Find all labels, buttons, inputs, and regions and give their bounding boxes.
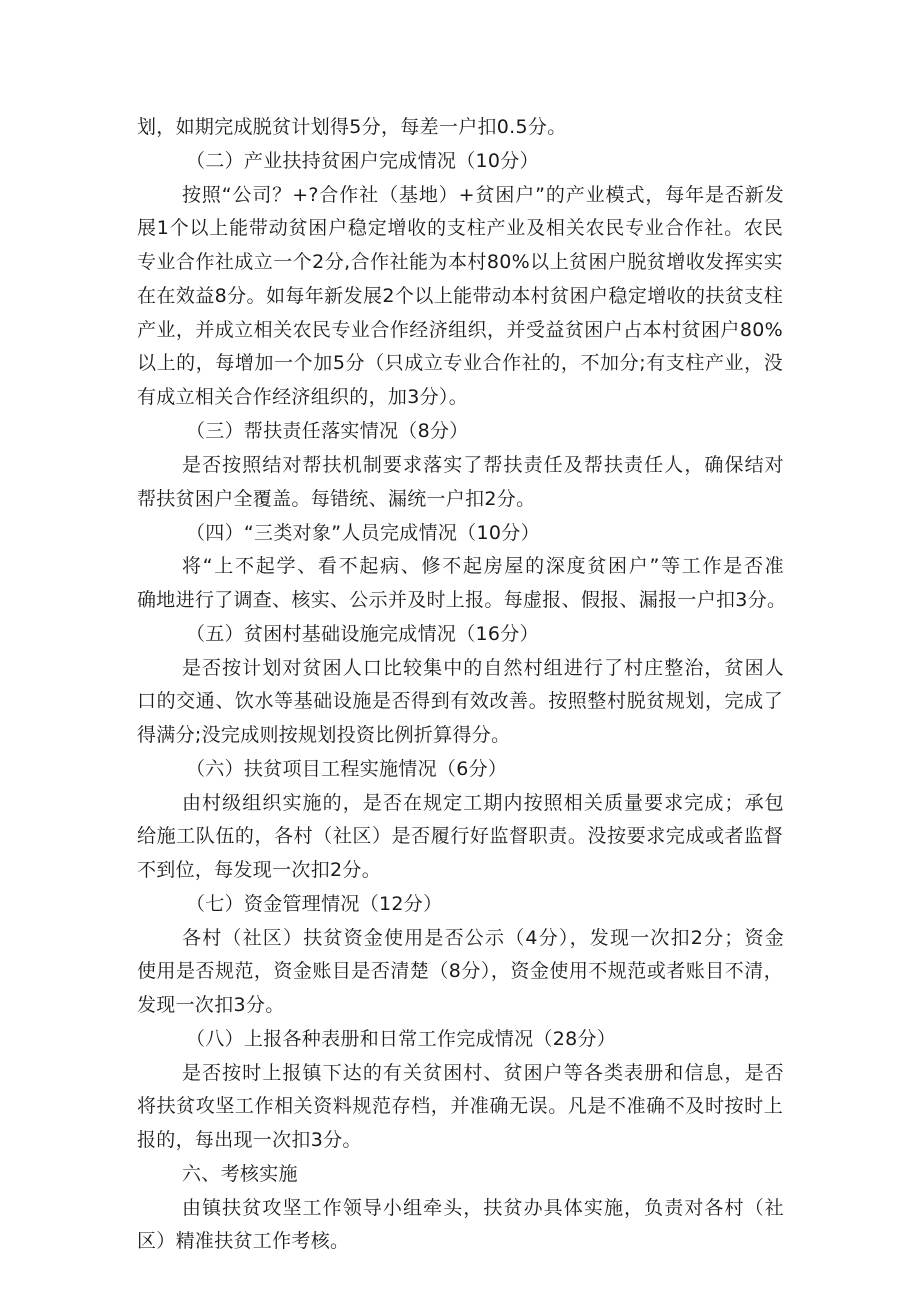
paragraph-line: 是否按照结对帮扶机制要求落实了帮扶责任及帮扶责任人，确保结对 xyxy=(182,454,784,476)
paragraph-line: 按照“公司？+?合作社（基地）+贫困户”的产业模式，每年是否新发 xyxy=(182,184,784,206)
paragraph-line: 使用是否规范，资金账目是否清楚（8分），资金使用不规范或者账目不清， xyxy=(137,960,783,982)
paragraph-line: 有成立相关合作经济组织的，加3分）。 xyxy=(137,386,468,408)
paragraph-line: 产业，并成立相关农民专业合作经济组织，并受益贫困户占本村贫困户80% xyxy=(137,319,783,341)
paragraph-line: 是否按计划对贫困人口比较集中的自然村组进行了村庄整治，贫困人 xyxy=(182,657,784,679)
paragraph-line: 由镇扶贫攻坚工作领导小组牵头，扶贫办具体实施，负责对各村（社 xyxy=(182,1197,784,1219)
section-heading: （六）扶贫项目工程实施情况（6分） xyxy=(186,758,508,780)
section-heading: （二）产业扶持贫困户完成情况（10分） xyxy=(186,150,539,172)
paragraph-line: 给施工队伍的，各村（社区）是否履行好监督职责。没按要求完成或者监督 xyxy=(137,825,783,847)
paragraph-line: 以上的，每增加一个加5分（只成立专业合作社的，不加分;有支柱产业，没 xyxy=(137,352,783,374)
section-heading: （八）上报各种表册和日常工作完成情况（28分） xyxy=(186,1028,617,1050)
paragraph-line: 划，如期完成脱贫计划得5分，每差一户扣0.5分。 xyxy=(137,116,567,138)
paragraph-line: 专业合作社成立一个2分,合作社能为本村80%以上贫困户脱贫增收发挥实实 xyxy=(137,251,783,273)
paragraph-line: 得满分;没完成则按规划投资比例折算得分。 xyxy=(137,724,511,746)
paragraph-line: 由村级组织实施的，是否在规定工期内按照相关质量要求完成；承包 xyxy=(182,792,784,814)
section-heading: 六、考核实施 xyxy=(182,1163,298,1185)
paragraph-line: 口的交通、饮水等基础设施是否得到有效改善。按照整村脱贫规划，完成了 xyxy=(137,690,783,712)
paragraph-line: 将“上不起学、看不起病、修不起房屋的深度贫困户”等工作是否准 xyxy=(182,555,784,577)
paragraph-line: 在在效益8分。如每年新发展2个以上能带动本村贫困户稳定增收的扶贫支柱 xyxy=(137,285,783,307)
paragraph-line: 帮扶贫困户全覆盖。每错统、漏统一户扣2分。 xyxy=(137,488,536,510)
paragraph-line: 是否按时上报镇下达的有关贫困村、贫困户等各类表册和信息，是否 xyxy=(182,1062,784,1084)
section-heading: （五）贫困村基础设施完成情况（16分） xyxy=(186,623,539,645)
paragraph-line: 将扶贫攻坚工作相关资料规范存档，并准确无误。凡是不准确不及时按时上 xyxy=(137,1095,783,1117)
paragraph-line: 各村（社区）扶贫资金使用是否公示（4分），发现一次扣2分；资金 xyxy=(182,927,784,949)
paragraph-line: 区）精准扶贫工作考核。 xyxy=(137,1230,350,1252)
paragraph-line: 不到位，每发现一次扣2分。 xyxy=(137,859,381,881)
section-heading: （四）“三类对象”人员完成情况（10分） xyxy=(186,522,540,544)
paragraph-line: 确地进行了调查、核实、公示并及时上报。每虚报、假报、漏报一户扣3分。 xyxy=(137,589,787,611)
section-heading: （三）帮扶责任落实情况（8分） xyxy=(186,420,469,442)
paragraph-line: 报的，每出现一次扣3分。 xyxy=(137,1129,362,1151)
paragraph-line: 发现一次扣3分。 xyxy=(137,994,285,1016)
section-heading: （七）资金管理情况（12分） xyxy=(186,893,443,915)
paragraph-line: 展1个以上能带动贫困户稳定增收的支柱产业及相关农民专业合作社。农民 xyxy=(137,217,783,239)
